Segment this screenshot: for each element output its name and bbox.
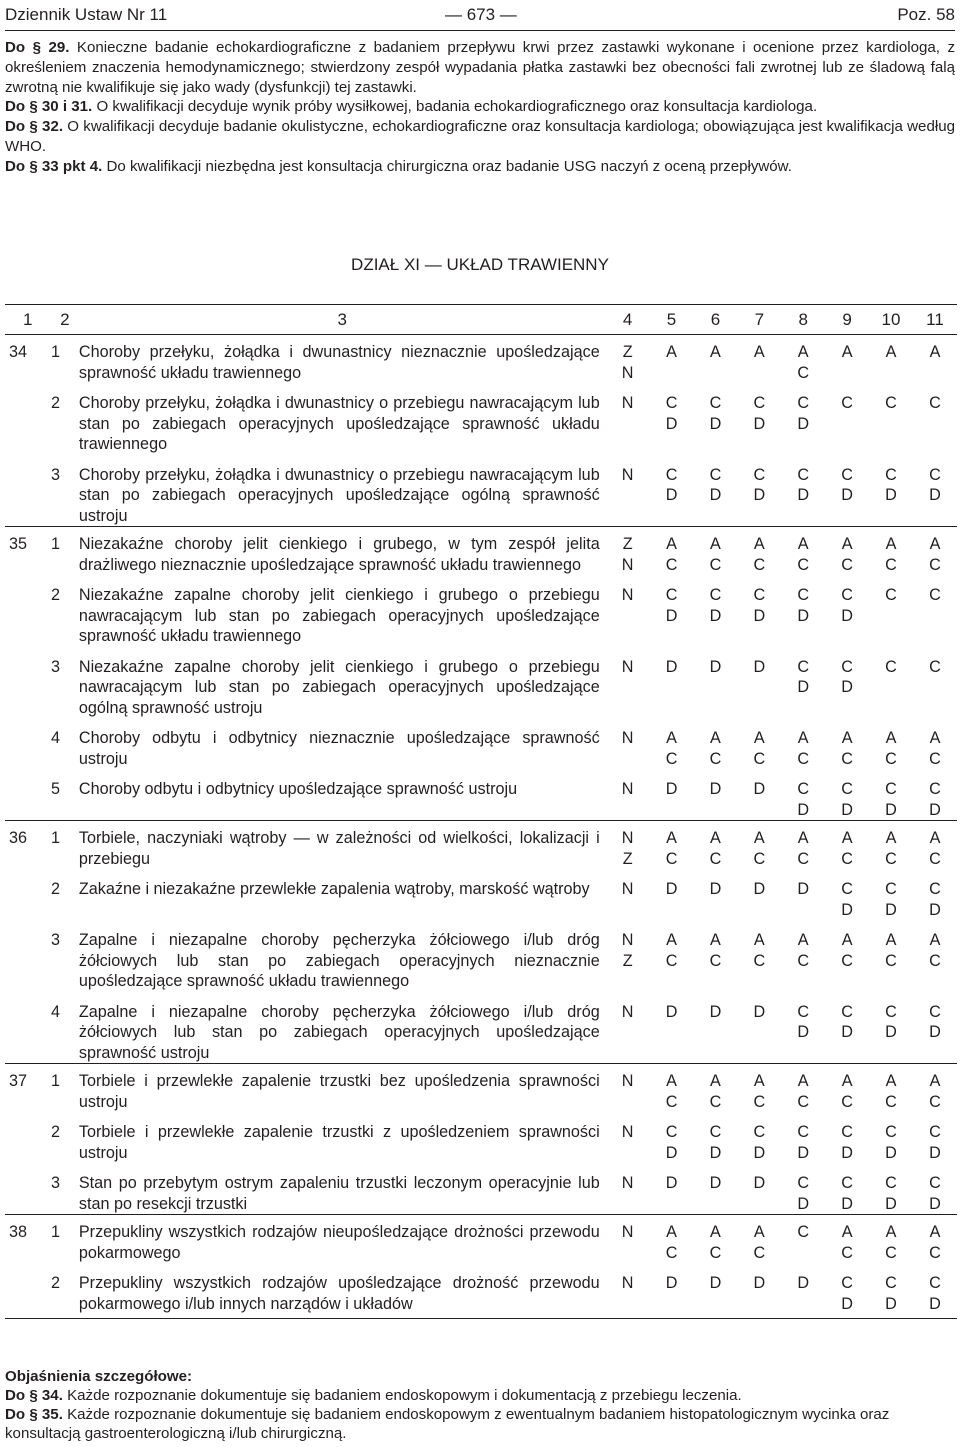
intro-paragraph: Do § 33 pkt 4. Do kwalifikacji niezbędna jest konsultacja chirurgiczna oraz badanie USG naczyń z oceną przepływów. [5, 157, 792, 175]
qualification-cell: C D [841, 880, 853, 919]
item-number: 1 [51, 821, 79, 870]
table-row [5, 869, 957, 920]
qualification-cell: C D [665, 1123, 678, 1162]
condition-description: Zapalne i niezapalne choroby pęcherzyka żółciowego i/lub dróg żółciowych lub stan po zabiegach operacyjnych nieznacznie upośledzające sprawność układu trawiennego [78, 931, 600, 990]
section-number [5, 1163, 51, 1215]
qualification-cell: A C [869, 527, 913, 576]
qualification-cell: A C [825, 1215, 869, 1264]
qualification-cell: A C [869, 1215, 913, 1264]
qualification-cell: C D [913, 1263, 957, 1319]
qualification-cell: C D [929, 465, 941, 504]
qualification-cell: A C [929, 729, 941, 768]
qualification-cell: C [885, 394, 897, 412]
item-number: 3 [50, 931, 60, 949]
table-row [5, 1215, 957, 1264]
qualification-cell: D [753, 1002, 766, 1021]
qualification-cell: A C [781, 1064, 825, 1113]
table-row [5, 527, 957, 576]
qualification-cell: C [929, 394, 941, 412]
qualification-cell: C D [929, 1123, 941, 1162]
qualification-cell: A C [709, 931, 722, 970]
qualification-cell: D [709, 1002, 722, 1021]
qualification-cell: A [666, 343, 677, 361]
qualification-cell: C D [841, 657, 853, 696]
qualification-cell: C D [797, 586, 810, 625]
qualification-cell: A C [709, 729, 722, 768]
qualification-cell: A C [797, 343, 810, 382]
section-number: 36 [5, 821, 51, 870]
qualification-table [5, 304, 957, 1319]
qualification-cell: A C [781, 527, 825, 576]
qualification-cell: D [797, 880, 810, 898]
section-number: 34 [9, 343, 28, 361]
qualification-cell: A C [869, 821, 913, 870]
qualification-cell: C D [929, 1174, 941, 1213]
condition-description: Niezakaźne zapalne choroby jelit cienkiego i grubego o przebiegu nawracającym lub stan po zabiegach operacyjnych upośledzające sprawność układu trawiennego [78, 586, 600, 645]
qualification-cell: N [621, 586, 634, 604]
table-row [5, 335, 957, 384]
qualification-cell: C D [665, 586, 678, 625]
qualification-cell: N [621, 1002, 634, 1021]
condition-description: Choroby przełyku, żołądka i dwunastnicy nieznacznie upośledzające sprawność układu trawiennego [78, 343, 600, 382]
qualification-cell: C D [797, 780, 810, 819]
qualification-cell: D [737, 1263, 781, 1319]
qualification-cell: C [885, 657, 897, 676]
qualification-cell: A C [693, 1064, 737, 1113]
qualification-cell: N [621, 394, 634, 412]
item-number: 1 [50, 343, 60, 361]
condition-description: Choroby odbytu i odbytnicy upośledzające sprawność ustroju [78, 780, 518, 798]
qualification-cell: C D [825, 1263, 869, 1319]
condition-description: Torbiele i przewlekłe zapalenie trzustki z upośledzeniem sprawności ustroju [78, 1123, 600, 1162]
qualification-cell: A C [841, 931, 853, 970]
qualification-cell: C D [709, 586, 722, 625]
intro-notes [5, 38, 955, 177]
table-row [5, 1112, 957, 1163]
qualification-cell: C D [885, 1174, 897, 1213]
condition-description: Torbiele, naczyniaki wątroby — w zależności od wielkości, lokalizacji i przebiegu [79, 821, 606, 870]
condition-description: Niezakaźne choroby jelit cienkiego i grubego, w tym zespół jelita drażliwego nieznacznie upośledzające sprawność układu trawiennego [79, 527, 606, 576]
qualification-cell: C D [753, 1123, 766, 1162]
section-number [5, 869, 51, 920]
qualification-cell: A C [753, 729, 766, 768]
qualification-cell: D [665, 657, 678, 676]
qualification-cell: C D [797, 657, 810, 696]
section-number [5, 575, 51, 647]
qualification-cell: C D [797, 1123, 810, 1162]
condition-description: Choroby przełyku, żołądka i dwunastnicy o przebiegu nawracającym lub stan po zabiegach operacyjnych upośledzające sprawność układu trawiennego [78, 394, 600, 453]
table-row [5, 769, 957, 821]
qualification-cell: D [665, 780, 678, 798]
qualification-cell: C D [929, 1002, 941, 1041]
qualification-cell: A C [650, 1215, 694, 1264]
qualification-cell: C D [665, 465, 678, 504]
qualification-cell: D [753, 780, 766, 798]
qualification-cell: N [621, 880, 634, 898]
qualification-cell: A C [869, 1064, 913, 1113]
qualification-cell: C D [709, 1123, 722, 1162]
page-number: — 673 — [445, 5, 517, 24]
condition-description: Choroby przełyku, żołądka i dwunastnicy o przebiegu nawracającym lub stan po zabiegach operacyjnych upośledzające ogólną sprawność ustroju [78, 465, 600, 525]
item-number: 2 [51, 1263, 79, 1319]
section-number: 35 [5, 527, 51, 576]
section-number [5, 769, 51, 821]
section-title: DZIAŁ XI — UKŁAD TRAWIENNY [351, 255, 609, 274]
table-header-row [5, 305, 957, 335]
qualification-cell: C D [929, 880, 941, 919]
condition-description: Przepukliny wszystkich rodzajów upośledzające drożność przewodu pokarmowego i/lub innych narządów i układów [79, 1263, 606, 1319]
section-number [5, 455, 51, 527]
qualification-cell: D [693, 1263, 737, 1319]
qualification-cell: D [709, 780, 722, 798]
column-header: 6 [693, 305, 737, 335]
qualification-cell: N [621, 1174, 634, 1192]
qualification-cell: C D [753, 465, 766, 504]
qualification-cell: N [621, 780, 634, 798]
column-header: 8 [781, 305, 825, 335]
section-number: 38 [5, 1215, 51, 1264]
qualification-cell: C D [885, 880, 897, 919]
section-number [5, 647, 51, 719]
column-header: 7 [737, 305, 781, 335]
qualification-cell: N [606, 1263, 650, 1319]
qualification-cell: A C [737, 1064, 781, 1113]
qualification-cell: A C [753, 931, 766, 970]
section-number [5, 383, 51, 455]
qualification-cell: D [665, 880, 678, 898]
table-row [5, 455, 957, 527]
section-number [5, 992, 51, 1064]
qualification-cell: C D [885, 780, 897, 819]
qualification-cell: C D [753, 586, 766, 625]
table-row [5, 718, 957, 769]
item-number: 1 [51, 527, 79, 576]
qualification-cell: C D [709, 465, 722, 504]
position-number: Poz. 58 [897, 5, 955, 24]
section-number [5, 1263, 51, 1319]
qualification-cell: A [841, 343, 853, 361]
qualification-cell: A C [825, 527, 869, 576]
column-header: 3 [79, 305, 606, 335]
qualification-cell: A C [693, 821, 737, 870]
condition-description: Stan po przebytym ostrym zapaleniu trzustki leczonym operacyjnie lub stan po resekcji trzustki [78, 1174, 600, 1213]
note-paragraph: Do § 35. Każde rozpoznanie dokumentuje się badaniem endoskopowym z ewentualnym badaniem histopatologicznym wycinka oraz konsultacją gastroenterologiczną i/lub chirurgiczną. [5, 1406, 890, 1442]
qualification-cell: Z N [606, 527, 650, 576]
qualification-cell: C D [753, 394, 766, 433]
column-header: 2 [51, 305, 79, 335]
qualification-cell: C D [797, 1002, 810, 1041]
qualification-cell: A C [841, 729, 853, 768]
qualification-cell: C D [841, 465, 853, 504]
qualification-cell: D [709, 1174, 722, 1192]
qualification-cell: A C [913, 821, 957, 870]
item-number: 2 [50, 880, 60, 898]
section-number [5, 920, 51, 992]
notes-title: Objaśnienia szczegółowe: [5, 1368, 193, 1385]
column-header: 11 [913, 305, 957, 335]
table-body [5, 335, 957, 1319]
qualification-cell: A C [929, 931, 941, 970]
qualification-cell: C D [797, 1174, 810, 1213]
qualification-cell: N Z [606, 821, 650, 870]
item-number: 4 [50, 1002, 60, 1021]
qualification-cell: D [753, 880, 766, 898]
column-header: 5 [650, 305, 694, 335]
qualification-cell: A C [693, 1215, 737, 1264]
qualification-cell: D [665, 1002, 678, 1021]
qualification-cell: A C [913, 1215, 957, 1264]
qualification-cell: N [621, 729, 634, 747]
qualification-cell: C [841, 394, 853, 412]
table-row [5, 821, 957, 870]
table-row [5, 920, 957, 992]
condition-description: Przepukliny wszystkich rodzajów nieupośledzające drożności przewodu pokarmowego [79, 1215, 606, 1264]
qualification-cell: Z N [621, 343, 634, 382]
qualification-cell: A C [650, 527, 694, 576]
qualification-cell: C D [797, 394, 810, 433]
condition-description: Zapalne i niezapalne choroby pęcherzyka żółciowego i/lub dróg żółciowych lub stan po zabiegach operacyjnych upośledzające sprawność ustroju [78, 1002, 600, 1062]
qualification-cell: A [929, 343, 941, 361]
qualification-cell: C D [709, 394, 722, 433]
column-header: 10 [869, 305, 913, 335]
qualification-cell: A C [825, 821, 869, 870]
table-row [5, 1163, 957, 1215]
item-number: 5 [50, 780, 60, 798]
condition-description: Niezakaźne zapalne choroby jelit cienkiego i grubego o przebiegu nawracającym lub stan po zabiegach operacyjnych upośledzające ogólną sprawność ustroju [78, 657, 600, 717]
column-header: 4 [606, 305, 650, 335]
note-paragraph: Do § 34. Każde rozpoznanie dokumentuje się badaniem endoskopowym i dokumentacją z przebiegu leczenia. [5, 1387, 742, 1404]
qualification-cell: N [621, 657, 634, 676]
detailed-notes [5, 1367, 955, 1443]
qualification-cell: D [709, 657, 722, 676]
item-number: 2 [50, 586, 60, 604]
item-number: 4 [50, 729, 60, 747]
qualification-cell: A C [737, 821, 781, 870]
qualification-cell: C D [869, 1263, 913, 1319]
qualification-cell: A C [650, 821, 694, 870]
qualification-cell: N Z [621, 931, 634, 970]
qualification-cell: A C [665, 729, 678, 768]
qualification-cell: A C [885, 931, 897, 970]
qualification-cell: C D [665, 394, 678, 433]
qualification-cell: D [781, 1263, 825, 1319]
qualification-cell: A C [797, 931, 810, 970]
qualification-cell: A C [781, 821, 825, 870]
column-header: 1 [5, 305, 51, 335]
qualification-cell: A [885, 343, 897, 361]
qualification-cell: C D [885, 1123, 897, 1162]
condition-description: Torbiele i przewlekłe zapalenie trzustki bez upośledzenia sprawności ustroju [79, 1064, 606, 1113]
qualification-cell: C D [841, 780, 853, 819]
intro-paragraph: Do § 29. Konieczne badanie echokardiograficzne z badaniem przepływu krwi przez zastawki wykonane i ocenione przez kardiologa, z określeniem znaczenia hemodynamicznego; stwierdzony zespół wypadania płatka zastawki bez obecności fali zwrotnej lub ze śladową falą zwrotną nie kwalifikuje się jako wady (dysfunkcji) tej zastawki. [5, 39, 955, 96]
qualification-cell: A C [885, 729, 897, 768]
item-number: 1 [51, 1064, 79, 1113]
qualification-cell: A C [737, 527, 781, 576]
intro-paragraph: Do § 30 i 31. O kwalifikacji decyduje wynik próby wysiłkowej, badania echokardiograficznego oraz konsultacja kardiologa. [5, 98, 818, 116]
qualification-cell: A C [797, 729, 810, 768]
qualification-cell: C D [929, 780, 941, 819]
qualification-cell: N [621, 465, 634, 484]
qualification-cell: C [929, 586, 941, 604]
qualification-cell: C D [885, 1002, 897, 1041]
qualification-cell: C [781, 1215, 825, 1264]
table-row [5, 1064, 957, 1113]
intro-paragraph: Do § 32. O kwalifikacji decyduje badanie okulistyczne, echokardiograficzne oraz konsultacja kardiologa; obowiązująca jest kwalifikacja według WHO. [5, 118, 955, 155]
qualification-cell: A [710, 343, 721, 361]
qualification-cell: N [606, 1064, 650, 1113]
qualification-cell: C [929, 657, 941, 676]
journal-name: Dziennik Ustaw Nr 11 [5, 5, 168, 24]
qualification-cell: D [665, 1174, 678, 1192]
item-number: 1 [51, 1215, 79, 1264]
qualification-cell: D [753, 657, 766, 676]
section-number [5, 1112, 51, 1163]
qualification-cell: C D [841, 1002, 853, 1041]
qualification-cell: D [753, 1174, 766, 1192]
qualification-cell: D [650, 1263, 694, 1319]
page-header [5, 0, 955, 31]
column-header: 9 [825, 305, 869, 335]
table-row [5, 383, 957, 455]
qualification-cell: C [885, 586, 897, 604]
qualification-cell: A [753, 343, 765, 361]
table-row [5, 647, 957, 719]
table-row [5, 575, 957, 647]
qualification-cell: C D [797, 465, 810, 504]
item-number: 3 [50, 465, 60, 484]
item-number: 2 [50, 394, 60, 412]
section-number [5, 718, 51, 769]
qualification-cell: C D [885, 465, 897, 504]
condition-description: Choroby odbytu i odbytnicy nieznacznie upośledzające sprawność ustroju [78, 729, 600, 768]
section-number: 37 [5, 1064, 51, 1113]
qualification-cell: C D [841, 1123, 853, 1162]
qualification-cell: D [709, 880, 722, 898]
qualification-cell: A C [665, 931, 678, 970]
qualification-cell: C D [841, 586, 853, 625]
qualification-cell: A C [913, 527, 957, 576]
qualification-cell: A C [737, 1215, 781, 1264]
qualification-cell: A C [825, 1064, 869, 1113]
item-number: 3 [50, 657, 60, 676]
qualification-cell: N [621, 1123, 634, 1141]
table-row [5, 992, 957, 1064]
condition-description: Zakaźne i niezakaźne przewlekłe zapalenia wątroby, marskość wątroby [78, 880, 590, 898]
qualification-cell: N [606, 1215, 650, 1264]
qualification-cell: A C [913, 1064, 957, 1113]
table-row [5, 1263, 957, 1319]
qualification-cell: A C [650, 1064, 694, 1113]
item-number: 2 [50, 1123, 60, 1141]
qualification-cell: A C [693, 527, 737, 576]
item-number: 3 [50, 1174, 60, 1192]
qualification-cell: C D [841, 1174, 853, 1213]
